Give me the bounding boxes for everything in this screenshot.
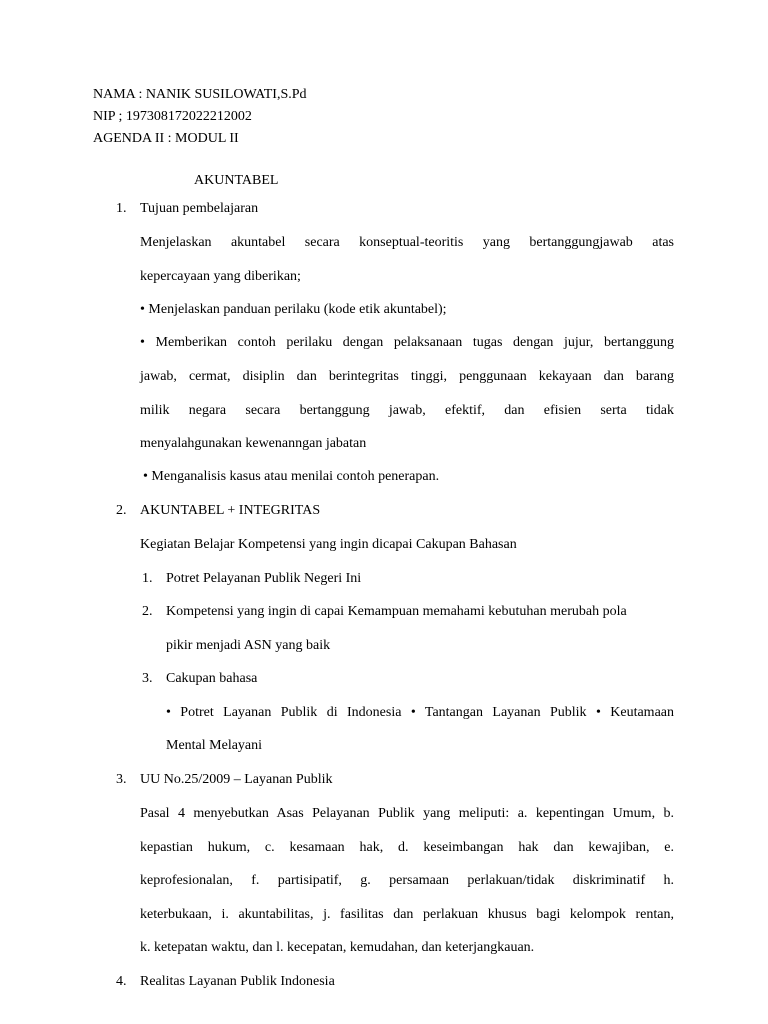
sub-bullets: • Potret Layanan Publik di Indonesia • Tantangan Layanan Publik • Keutamaan — [166, 705, 674, 720]
section-1-line: milik negara secara bertanggung jawab, efektif, dan efisien serta tidak — [140, 403, 674, 418]
section-3-line: k. ketepatan waktu, dan l. kecepatan, kemudahan, dan keterjangkauan. — [140, 940, 535, 955]
section-2-intro: Kegiatan Belajar Kompetensi yang ingin dicapai Cakupan Bahasan — [140, 537, 517, 552]
section-1-line: Menjelaskan akuntabel secara konseptual-teoritis yang bertanggungjawab atas — [140, 235, 674, 250]
sublist-number: 1. — [142, 571, 153, 586]
section-4-number: 4. — [116, 974, 127, 989]
section-3-line: kepastian hukum, c. kesamaan hak, d. keseimbangan hak dan kewajiban, e. — [140, 840, 674, 855]
section-3-line: Pasal 4 menyebutkan Asas Pelayanan Publik yang meliputi: a. kepentingan Umum, b. — [140, 806, 674, 821]
header-agenda: AGENDA II : MODUL II — [93, 131, 239, 146]
section-2-number: 2. — [116, 503, 127, 518]
header-nip: NIP ; 197308172022212002 — [93, 109, 252, 124]
section-1-bullet: • Menganalisis kasus atau menilai contoh penerapan. — [143, 469, 440, 484]
sublist-number: 2. — [142, 604, 153, 619]
section-3-line: keterbukaan, i. akuntabilitas, j. fasilitas dan perlakuan khusus bagi kelompok rentan, — [140, 907, 674, 922]
sublist-item: Kompetensi yang ingin di capai Kemampuan memahami kebutuhan merubah pola — [166, 604, 627, 619]
section-3-number: 3. — [116, 772, 127, 787]
header-nama: NAMA : NANIK SUSILOWATI,S.Pd — [93, 87, 307, 102]
section-1-line: jawab, cermat, disiplin dan berintegritas tinggi, penggunaan kekayaan dan barang — [140, 369, 674, 384]
section-3-line: keprofesionalan, f. partisipatif, g. persamaan perlakuan/tidak diskriminatif h. — [140, 873, 674, 888]
section-1-bullet: • Menjelaskan panduan perilaku (kode etik akuntabel); — [140, 302, 447, 317]
sub-bullets-continued: Mental Melayani — [166, 738, 263, 753]
section-4-heading: Realitas Layanan Publik Indonesia — [140, 974, 335, 989]
section-1-heading: Tujuan pembelajaran — [140, 201, 259, 216]
sublist-item: Cakupan bahasa — [166, 671, 258, 686]
section-1-line: menyalahgunakan kewenanngan jabatan — [140, 436, 367, 451]
section-1-line: kepercayaan yang diberikan; — [140, 269, 301, 284]
sublist-item-continued: pikir menjadi ASN yang baik — [166, 638, 331, 653]
section-2-heading: AKUNTABEL + INTEGRITAS — [140, 503, 321, 518]
section-1-bullet: • Memberikan contoh perilaku dengan pelaksanaan tugas dengan jujur, bertanggung — [140, 335, 674, 350]
section-3-heading: UU No.25/2009 – Layanan Publik — [140, 772, 333, 787]
section-1-number: 1. — [116, 201, 127, 216]
sublist-item: Potret Pelayanan Publik Negeri Ini — [166, 571, 362, 586]
sublist-number: 3. — [142, 671, 153, 686]
document-title: AKUNTABEL — [194, 173, 279, 188]
